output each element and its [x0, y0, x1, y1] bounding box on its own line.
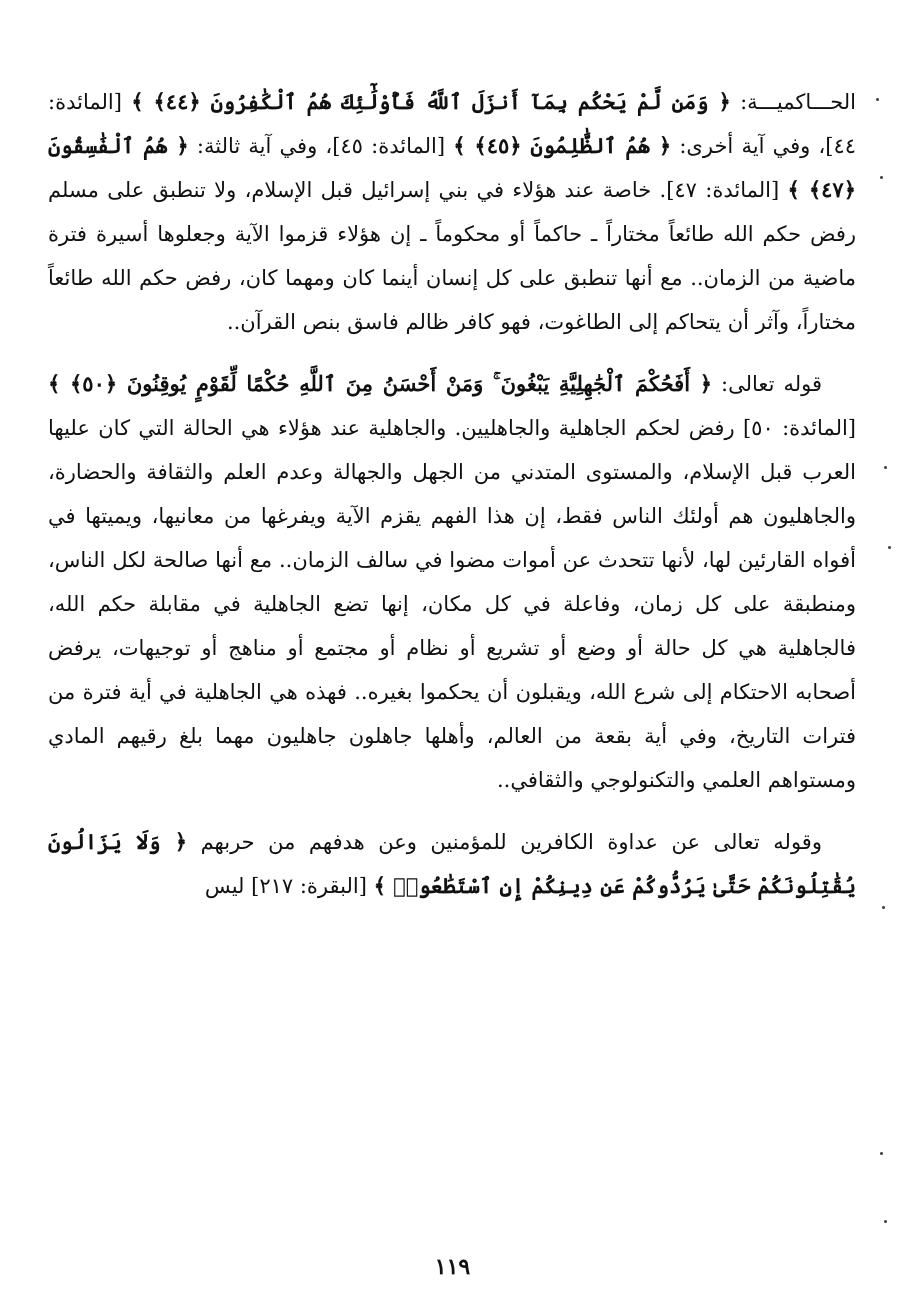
- text-run: [المائدة: ٥٠] رفض لحكم الجاهلية والجاهليين. والجاهلية عند هؤلاء هي الحالة التي كان عليها العرب قبل الإسلام، والمستوى المتدني من الجهل والجهالة وعدم العلم والثقافة والحضارة، والجاهليون هم أولئك الناس فقط، إن هذا الفهم يقزم الآية ويفرغها من معانيها، ويميتها في أفواه القارئين لها، لأنها تتحدث عن أموات مضوا في سالف الزمان.. مع أنها صالحة لكل الناس، ومنطبقة على كل زمان، وفاعلة في كل مكان، إنها تضع الجاهلية في مقابلة حكم الله، فالجاهلية هي كل حالة أو وضع أو تشريع أو نظام أو مجتمع أو مناهج أو توجيهات، يرفض أصحابه الاحتكام إلى شرع الله، ويقبلون أن يحكموا بغيره.. فهذه هي الجاهلية في أية فترة من فترات التاريخ، وفي أية بقعة من العالم، وأهلها جاهلون جاهليون مهما بلغ رقيهم المادي ومستواهم العلمي والتكنولوجي والثقافي..: [48, 416, 856, 792]
- margin-speck: [882, 906, 885, 909]
- margin-speck: [888, 546, 891, 549]
- margin-speck: [876, 98, 879, 101]
- quran-verse: ﴿ هُمُ ٱلْفَٰسِقُونَ ﴿٤٧﴾ ﴾: [48, 133, 856, 202]
- text-run: قوله تعالى:: [712, 372, 822, 396]
- quran-verse: ﴿ هُمُ ٱلظَّٰلِمُونَ ﴿٤٥﴾ ﴾: [453, 133, 672, 158]
- margin-speck: [880, 176, 883, 179]
- text-run: [المائدة: ٤٧]. خاصة عند هؤلاء في بني إسرائيل قبل الإسلام، ولا تنطبق على مسلم رفض حكم الله طائعاً مختاراً ـ حاكماً أو محكوماً ـ إن هؤلاء قزموا الآية وجعلوها أسيرة فترة ماضية من الزمان.. مع أنها تنطبق على كل إنسان أينما كان ومهما كان، رفض حكم الله طائعاً مختاراً، وآثر أن يتحاكم إلى الطاغوت، فهو كافر ظالم فاسق بنص القرآن..: [48, 178, 856, 334]
- text-run: [المائدة: ٤٥]، وفي آية ثالثة:: [188, 134, 454, 158]
- quran-verse: ﴿ وَمَن لَّمْ يَحْكُم بِمَآ أَنزَلَ ٱللَّهُ فَأُوْلَٰٓئِكَ هُمُ ٱلْكَٰفِرُونَ ﴿٤٤﴾ ﴾: [131, 89, 731, 114]
- text-run: الحـــاكميـــة:: [730, 90, 857, 114]
- paragraph-jahiliyya: [48, 362, 856, 802]
- text-run: وقوله تعالى عن عداوة الكافرين للمؤمنين وعن هدفهم من حربهم: [187, 830, 822, 854]
- quran-verse: ﴿ وَلَا يَزَالُونَ يُقَٰتِلُونَكُمْ حَتَّىٰ يَرُدُّوكُمْ عَن دِينِكُمْ إِنِ ٱسْتَطَٰعُوا۟ ﴾: [48, 829, 856, 898]
- paragraph-hakimiyya: [48, 80, 856, 344]
- paragraph-enmity: [48, 820, 856, 908]
- page-number: ١١٩: [434, 1254, 471, 1280]
- margin-speck: [884, 466, 887, 469]
- margin-speck: [884, 1220, 887, 1223]
- quran-verse: ﴿ أَفَحُكْمَ ٱلْجَٰهِلِيَّةِ يَبْغُونَ ۚ وَمَنْ أَحْسَنُ مِنَ ٱللَّهِ حُكْمًا لِّقَوْمٍ يُوقِنُونَ ﴿٥٠﴾ ﴾: [48, 371, 713, 396]
- text-run: [المائدة: ٤٤]، وفي آية أخرى:: [48, 90, 857, 158]
- text-run: [البقرة: ٢١٧] ليس: [204, 874, 374, 898]
- margin-speck: [880, 1152, 883, 1155]
- page-body: [48, 80, 856, 926]
